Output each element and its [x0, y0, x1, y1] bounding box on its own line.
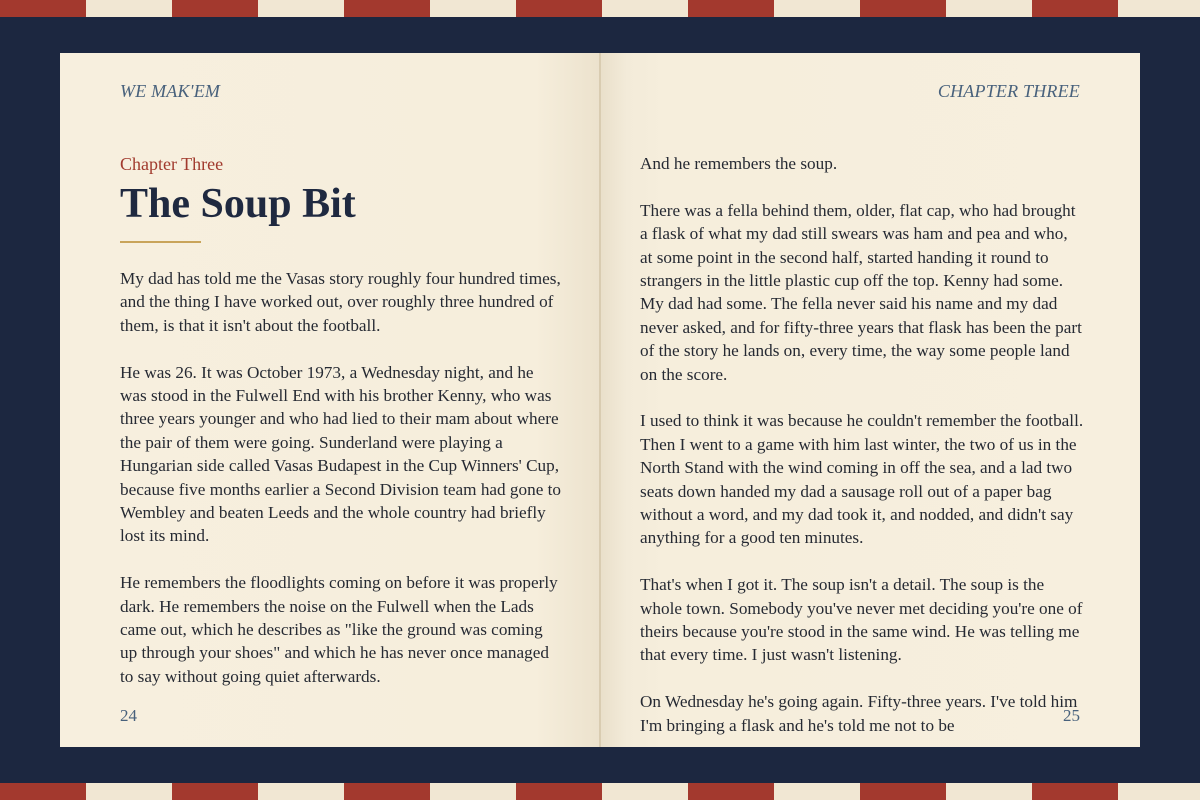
book-gutter: [599, 53, 601, 747]
running-head-right: CHAPTER THREE: [937, 81, 1080, 101]
chapter-label: Chapter Three: [120, 154, 224, 174]
paragraph: That's when I got it. The soup isn't a detail. The soup is the whole town. Somebody you've never met deciding you're one of theirs because you're stood in the same wind. He was telling me that every time. I just wasn't listening.: [640, 575, 1083, 665]
running-head-left: WE MAK'EM: [120, 81, 221, 101]
chapter-title: The Soup Bit: [120, 181, 356, 227]
paragraph: There was a fella behind them, older, flat cap, who had brought a flask of what my dad still swears was ham and pea and who, at some point in the second half, started handing it round to strangers in the little plastic cup off the top. Kenny had some. My dad had some. The fella never said his name and my dad never asked, and for fifty-three years that flask has been the part of the story he lands on, every time, the way some people land on the score.: [640, 200, 1082, 384]
left-page-body: [120, 267, 562, 712]
paragraph: My dad has told me the Vasas story roughly four hundred times, and the thing I have worked out, over roughly three hundred of them, is that it isn't about the football.: [120, 269, 561, 335]
paragraph: And he remembers the soup.: [640, 154, 838, 173]
page-number-left: 24: [120, 706, 137, 725]
open-book: [60, 53, 1140, 747]
paragraph: He was 26. It was October 1973, a Wednesday night, and he was stood in the Fulwell End with his brother Kenny, who was three years younger and who had lied to their mam about where the pair of them were going. Sunderland were playing a Hungarian side called Vasas Budapest in the Cup Winners' Cup, because five months earlier a Second Division team had gone to Wembley and beaten Leeds and the whole country had briefly lost its mind.: [120, 362, 562, 546]
left-page: [60, 53, 600, 747]
paragraph: He remembers the floodlights coming on before it was properly dark. He remembers the noise on the Fulwell when the Lads came out, which he describes as "like the ground was coming up through your shoes" and which he has never once managed to say without going quiet afterwards.: [120, 573, 558, 686]
page-number-right: 25: [1063, 706, 1080, 725]
top-stripe-border: [0, 0, 1200, 17]
bottom-stripe-border: [0, 783, 1200, 800]
right-page-body: [640, 152, 1084, 747]
paragraph: I used to think it was because he couldn't remember the football. Then I went to a game with him last winter, the two of us in the North Stand with the wind coming in off the sea, and a lad two seats down handed my dad a sausage roll out of a paper bag without a word, and my dad took it, and nodded, and didn't say anything for a good ten minutes.: [640, 411, 1084, 548]
title-divider: [120, 241, 201, 243]
paragraph: On Wednesday he's going again. Fifty-three years. I've told him I'm bringing a flask and he's told me not to be: [640, 692, 1078, 735]
right-page: [600, 53, 1140, 747]
